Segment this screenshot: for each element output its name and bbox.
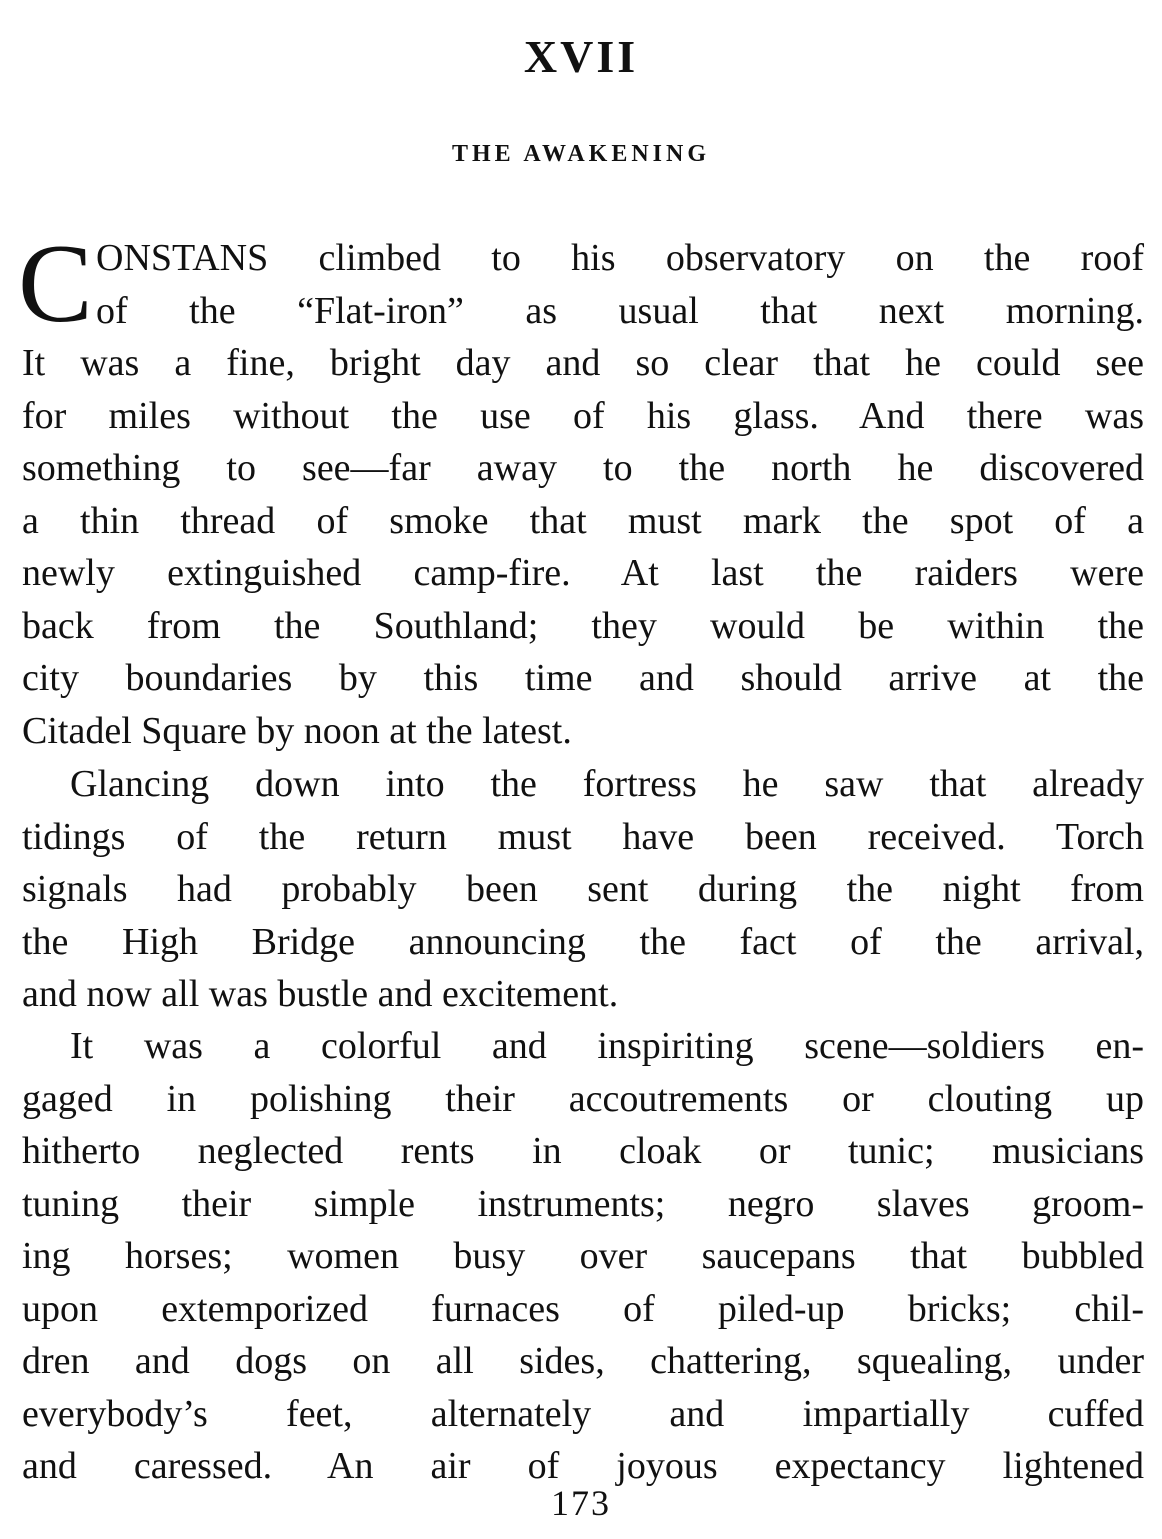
text-line: everybody’s feet, alternately and impartially cuffed <box>22 1392 1144 1435</box>
text-line: ing horses; women busy over saucepans that bubbled <box>22 1235 1144 1277</box>
text-line: for miles without the use of his glass. And there was <box>22 394 1144 437</box>
text-line: newly extinguished camp-fire. At last the raiders were <box>22 552 1144 594</box>
text-line: tidings of the return must have been received. Torch <box>22 815 1144 858</box>
text-line: and now all was bustle and excitement. <box>22 973 619 1015</box>
text-line: upon extemporized furnaces of piled-up bricks; chil- <box>22 1287 1144 1330</box>
text-line: It was a colorful and inspiriting scene—soldiers en- <box>70 1025 1144 1067</box>
text-line: of the “Flat-iron” as usual that next morning. <box>96 289 1144 332</box>
text-line: Citadel Square by noon at the latest. <box>22 709 572 752</box>
text-line: It was a fine, bright day and so clear that he could see <box>22 342 1144 384</box>
text-line: city boundaries by this time and should arrive at the <box>22 657 1144 699</box>
text-line: and caressed. An air of joyous expectancy lightened <box>22 1445 1144 1487</box>
chapter-number: XVII <box>523 31 639 82</box>
text-line: Glancing down into the fortress he saw that already <box>70 763 1144 805</box>
text-line: hitherto neglected rents in cloak or tunic; musicians <box>22 1130 1144 1172</box>
text-line: back from the Southland; they would be within the <box>22 604 1144 647</box>
drop-cap: C <box>18 222 93 346</box>
chapter-title: THE AWAKENING <box>451 141 711 167</box>
text-line: tuning their simple instruments; negro slaves groom- <box>22 1182 1144 1225</box>
page-number: 173 <box>551 1483 611 1523</box>
text-line: gaged in polishing their accoutrements or clouting up <box>22 1077 1144 1120</box>
text-line: dren and dogs on all sides, chattering, squealing, under <box>22 1340 1144 1382</box>
text-line: ONSTANS climbed to his observatory on the roof <box>96 237 1144 279</box>
paragraph-3 <box>22 1020 1144 1493</box>
text-line: the High Bridge announcing the fact of the arrival, <box>22 920 1144 963</box>
paragraph-1 <box>22 232 1144 757</box>
text-line: something to see—far away to the north he discovered <box>22 447 1144 489</box>
paragraph-2 <box>22 758 1144 1021</box>
text-line: signals had probably been sent during the night from <box>22 868 1144 910</box>
text-line: a thin thread of smoke that must mark the spot of a <box>22 499 1144 542</box>
